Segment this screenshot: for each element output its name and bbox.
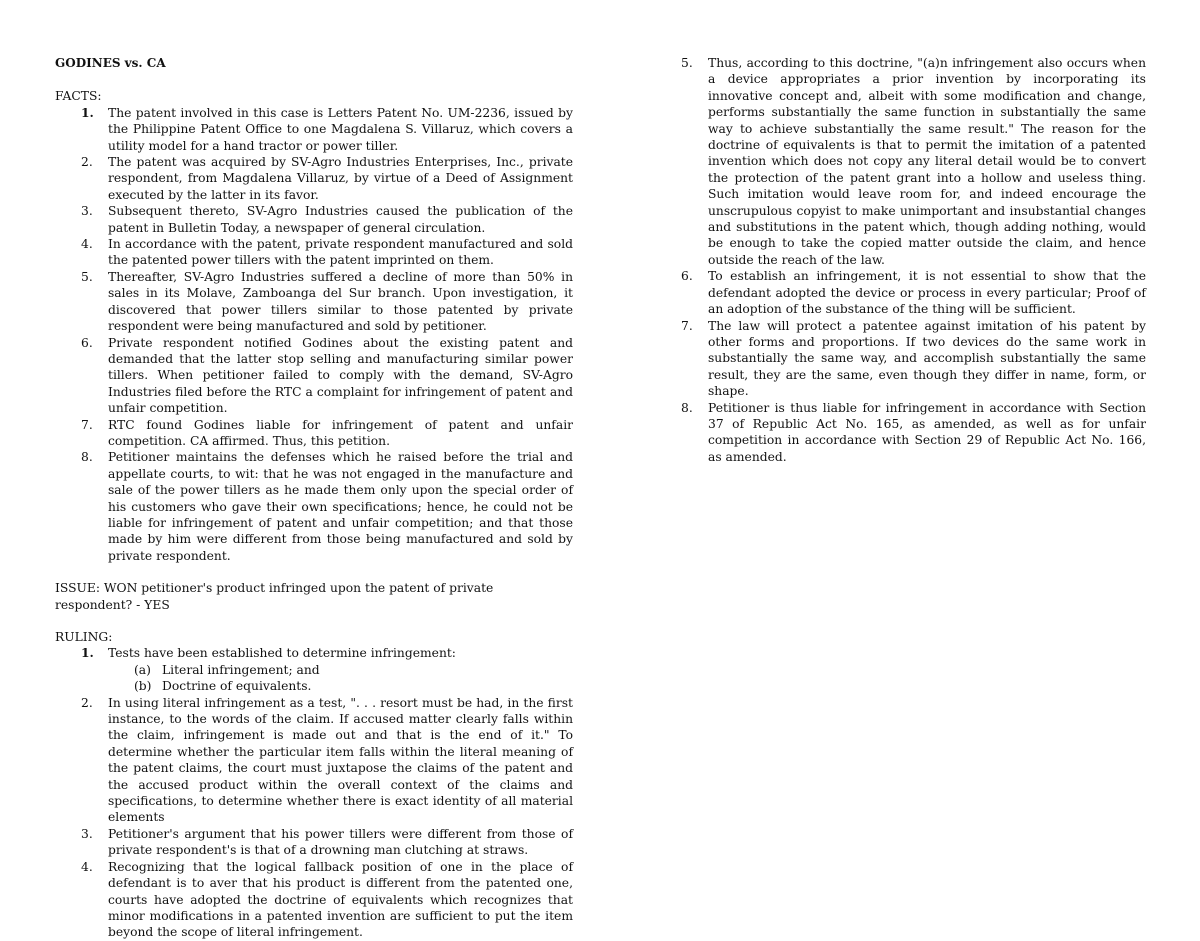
item-number: 8.	[681, 400, 693, 415]
item-number: 2.	[81, 695, 93, 710]
item-number: 4.	[81, 237, 93, 252]
item-text: The law will protect a patentee against imitation of his patent by other forms and proportions. If two devices do the same work in substantially the same way, and accomplish substantially the same result, they are the same, even though they differ in name, form, or shape.	[708, 318, 1146, 399]
ruling-list	[55, 645, 573, 940]
left-column	[55, 55, 573, 941]
list-item	[55, 269, 573, 335]
item-number: 7.	[81, 417, 93, 432]
sub-item-number: (a)	[134, 662, 151, 677]
list-item	[655, 55, 1146, 268]
item-number: 7.	[681, 318, 693, 333]
list-item	[655, 268, 1146, 317]
list-item	[655, 318, 1146, 400]
list-item	[55, 645, 573, 694]
item-text: Petitioner is thus liable for infringement in accordance with Section 37 of Republic Act No. 165, as amended, as well as for unfair competition in accordance with Section 29 of Republic Act No. 166, as amended.	[708, 400, 1146, 464]
list-item	[55, 826, 573, 859]
list-item	[55, 105, 573, 154]
item-text: The patent involved in this case is Letters Patent No. UM-2236, issued by the Philippine Patent Office to one Magdalena S. Villaruz, which covers a utility model for a hand tractor or power tiller.	[108, 105, 573, 153]
item-number: 5.	[81, 269, 93, 284]
list-item	[55, 449, 573, 564]
item-text: Thereafter, SV-Agro Industries suffered a decline of more than 50% in sales in its Molave, Zamboanga del Sur branch. Upon investigation, it discovered that power tillers similar to those patented by private respondent were being manufactured and sold by petitioner.	[108, 269, 573, 334]
item-text: In using literal infringement as a test, ". . . resort must be had, in the first instance, to the words of the claim. If accused matter clearly falls within the claim, infringement is made out and that is the end of it." To determine whether the particular item falls within the literal meaning of the patent claims, the court must juxtapose the claims of the patent and the accused product within the overall context of the claims and specifications, to determine whether there is exact identity of all material elements	[108, 695, 573, 825]
sub-item-text: Literal infringement; and	[162, 662, 320, 677]
item-number: 6.	[681, 269, 693, 284]
list-item	[55, 236, 573, 269]
case-title: GODINES vs. CA	[55, 56, 166, 70]
ruling-list-continued	[655, 55, 1146, 465]
sub-list-item	[108, 678, 573, 694]
item-text: To establish an infringement, it is not essential to show that the defendant adopted the device or process in every particular; Proof of an adoption of the substance of the thing will be sufficient.	[708, 269, 1146, 317]
list-item	[55, 203, 573, 236]
item-number: 2.	[81, 155, 93, 170]
item-text: In accordance with the patent, private respondent manufactured and sold the patented power tillers with the patent imprinted on them.	[108, 237, 573, 268]
list-item	[55, 154, 573, 203]
item-number: 1.	[81, 645, 94, 661]
item-number: 8.	[81, 450, 93, 465]
item-text: The patent was acquired by SV-Agro Industries Enterprises, Inc., private respondent, from Magdalena Villaruz, by virtue of a Deed of Assignment executed by the latter in its favor.	[108, 155, 573, 202]
item-text: RTC found Godines liable for infringement of patent and unfair competition. CA affirmed. Thus, this petition.	[108, 417, 573, 448]
item-text: Tests have been established to determine infringement:	[108, 646, 456, 661]
sub-item-number: (b)	[134, 679, 152, 694]
item-text: Subsequent thereto, SV-Agro Industries caused the publication of the patent in Bulletin Today, a newspaper of general circulation.	[108, 204, 573, 235]
item-text: Thus, according to this doctrine, "(a)n infringement also occurs when a device appropriates a prior invention by incorporating its innovative concept and, albeit with some modification and change, performs substantially the same function in substantially the same way to achieve substantially the same result." The reason for the doctrine of equivalents is that to permit the imitation of a patented invention which does not copy any literal detail would be to convert the protection of the patent grant into a hollow and useless thing. Such imitation would leave room for, and indeed encourage the unscrupulous copyist to make unimportant and insubstantial changes and substitutions in the patent which, though adding nothing, would be enough to take the copied matter outside the claim, and hence outside the reach of the law.	[708, 56, 1146, 267]
ruling-heading: RULING:	[55, 630, 113, 644]
list-item	[55, 695, 573, 826]
sub-item-text: Doctrine of equivalents.	[162, 679, 312, 694]
sub-list-item	[108, 662, 573, 678]
item-number: 3.	[81, 826, 93, 841]
sub-list	[108, 662, 573, 695]
item-number: 5.	[681, 56, 693, 70]
right-column	[655, 55, 1146, 465]
item-number: 6.	[81, 335, 93, 350]
list-item	[55, 859, 573, 941]
item-number: 1.	[81, 104, 94, 120]
item-number: 4.	[81, 859, 93, 874]
item-number: 3.	[81, 204, 93, 219]
item-text: Private respondent notified Godines about the existing patent and demanded that the latter stop selling and manufacturing similar power tillers. When petitioner failed to comply with the demand, SV-Agro Industries filed before the RTC a complaint for infringement of patent and unfair competition.	[108, 335, 573, 416]
facts-list	[55, 105, 573, 564]
list-item	[55, 335, 573, 417]
facts-heading: FACTS:	[55, 89, 102, 104]
item-text: Petitioner's argument that his power tillers were different from those of private respondent's is that of a drowning man clutching at straws.	[108, 826, 573, 858]
issue-statement: ISSUE: WON petitioner's product infringed upon the patent of private respondent? - YES	[55, 581, 494, 612]
list-item	[55, 417, 573, 450]
item-text: Recognizing that the logical fallback position of one in the place of defendant is to aver that his product is different from the patented one, courts have adopted the doctrine of equivalents which recognizes that minor modifications in a patented invention are sufficient to put the item beyond the scope of literal infringement.	[108, 859, 573, 940]
item-text: Petitioner maintains the defenses which he raised before the trial and appellate courts, to wit: that he was not engaged in the manufacture and sale of the power tillers as he made them only upon the special order of his customers who gave their own specifications; hence, he could not be liable for infringement of patent and unfair competition; and that those made by him were different from those being manufactured and sold by private respondent.	[108, 450, 573, 563]
list-item	[655, 400, 1146, 466]
